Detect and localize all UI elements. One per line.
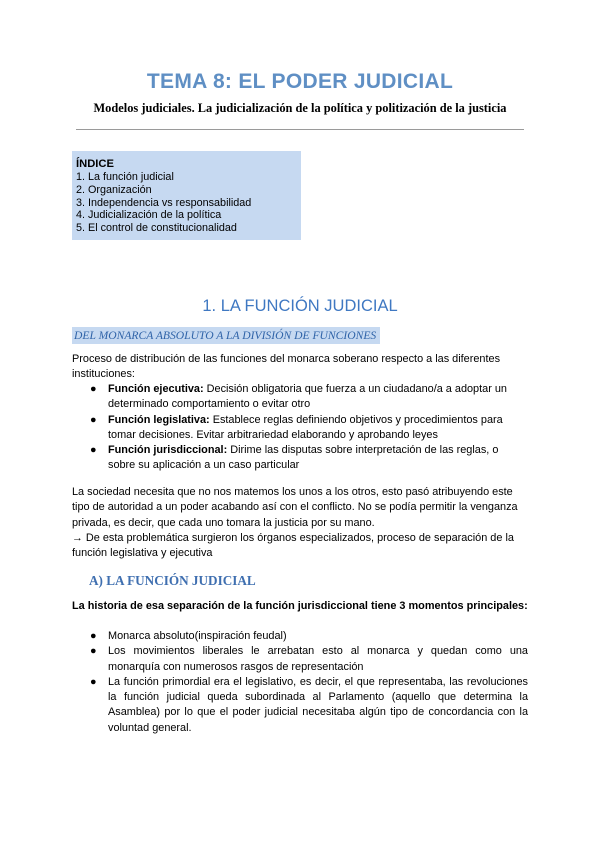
index-heading: ÍNDICE [76, 158, 114, 170]
document-subtitle: Modelos judiciales. La judicialización de la política y politización de la justicia [93, 101, 507, 115]
document-title: TEMA 8: EL PODER JUDICIAL [146, 70, 454, 93]
bullet-label: Función legislativa: [108, 413, 210, 426]
bullet-text: Establece reglas definiendo objetivos y procedimientos para tomar decisiones. Evitar arbitrariedad elaborando y aprobando leyes [108, 413, 503, 441]
bullet-label: Función jurisdiccional: [108, 444, 228, 457]
list-item [90, 675, 528, 736]
bullet-icon: ● [90, 630, 97, 642]
list-item [90, 443, 528, 474]
section-heading: 1. LA FUNCIÓN JUDICIAL [202, 297, 398, 315]
bullet-text: Monarca absoluto(inspiración feudal) [108, 630, 287, 642]
bullet-text: Los movimientos liberales le arrebatan esto al monarca y quedan como una monarquía con numerosos rasgos de representación [108, 645, 528, 673]
list-item [90, 413, 528, 444]
index-item: 2. Organización [76, 183, 152, 196]
index-item: 5. El control de constitucionalidad [76, 222, 237, 235]
bullet-text: Dirime las disputas sobre interpretación de las reglas, o sobre su aplicación a un caso particular [108, 444, 499, 472]
subsection-heading: A) LA FUNCIÓN JUDICIAL [89, 573, 256, 588]
list-item [90, 629, 528, 644]
index-item: 3. Independencia vs responsabilidad [76, 196, 252, 209]
title-divider [76, 129, 524, 130]
body-paragraph-arrow: → De esta problemática surgieron los órganos especializados, proceso de separación de la función legislativa y ejecutiva [72, 532, 514, 560]
subsection-lead: La historia de esa separación de la función jurisdiccional tiene 3 momentos principales: [72, 600, 528, 612]
highlighted-subheading: DEL MONARCA ABSOLUTO A LA DIVISIÓN DE FUNCIONES [72, 327, 380, 344]
bullet-text: La función primordial era el legislativo, es decir, el que representaba, las revoluciones la función judicial queda subordinada al Parlamento (aquello que determina la Asamblea) por lo que el poder judicial necesitaba algún tipo de concordancia con la voluntad general. [108, 675, 528, 734]
intro-paragraph: Proceso de distribución de las funciones del monarca soberano respecto a las diferentes instituciones: [72, 353, 501, 381]
index-item: 1. La función judicial [76, 171, 174, 183]
bullet-icon: ● [90, 413, 97, 426]
functions-list [90, 382, 528, 474]
body-paragraph: La sociedad necesita que no nos matemos los unos a los otros, esto pasó atribuyendo este tipo de autoridad a un poder acabando así con el conflicto. No se podía permitir la venganza privada, es decir, que cada uno tomara la justicia por su mano. [72, 486, 518, 529]
list-item [90, 644, 528, 675]
bullet-icon: ● [90, 444, 97, 457]
index-item: 4. Judicialización de la política [76, 209, 222, 222]
bullet-label: Función ejecutiva: [108, 383, 204, 395]
moments-list [90, 629, 528, 736]
bullet-icon: ● [90, 645, 97, 658]
index-box [72, 151, 301, 240]
list-item [90, 382, 528, 413]
bullet-icon: ● [90, 383, 97, 395]
bullet-text: Decisión obligatoria que fuerza a un ciudadano/a a adoptar un determinado comportamiento o evitar otro [108, 383, 507, 411]
bullet-icon: ● [90, 675, 97, 688]
